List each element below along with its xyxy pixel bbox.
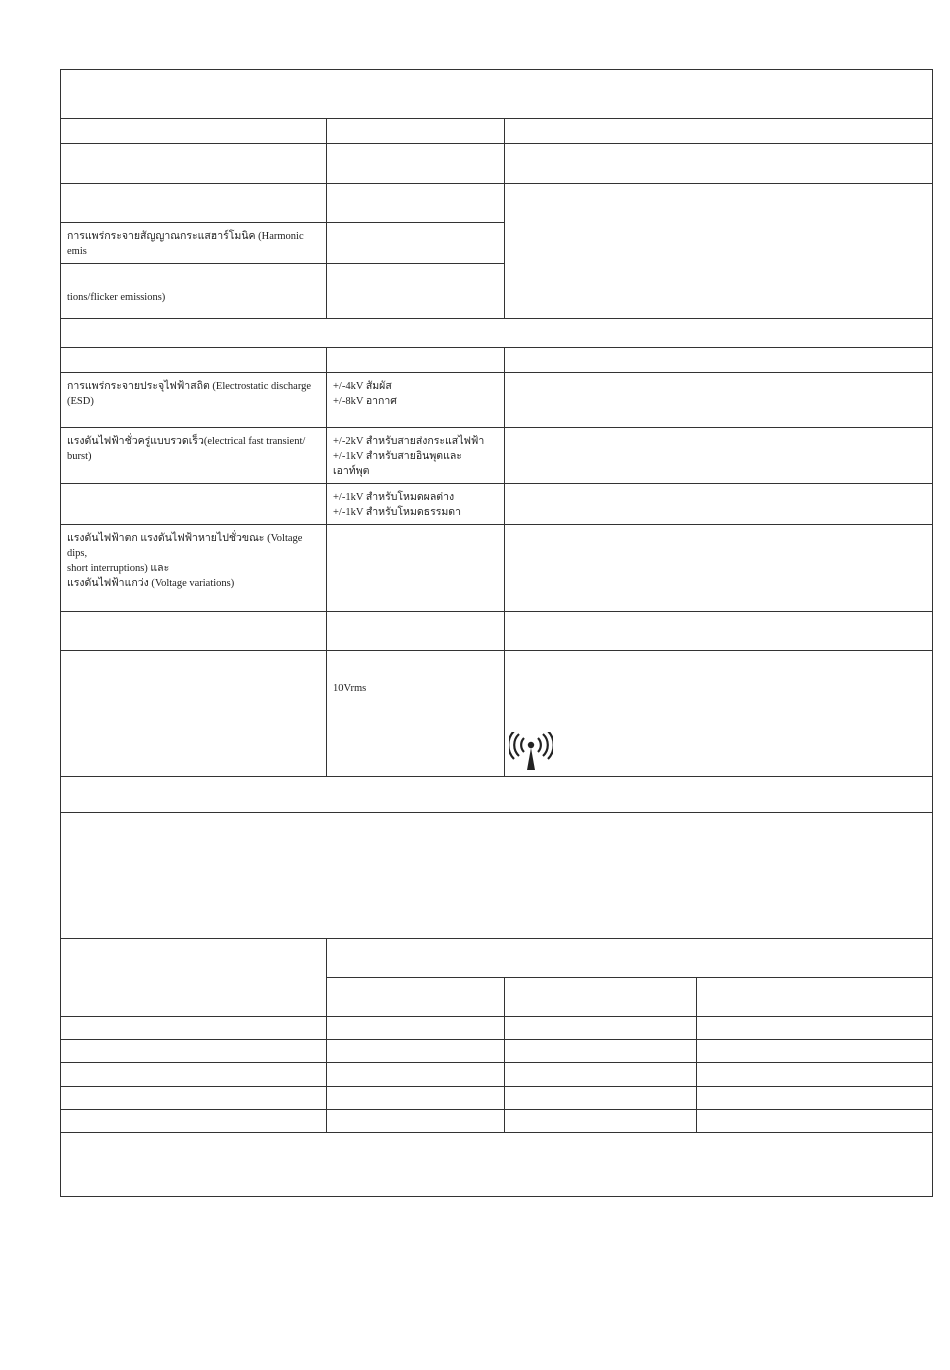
table-cell <box>505 1017 697 1040</box>
table-cell <box>505 1040 697 1063</box>
eft-label: แรงดันไฟฟ้าชั่วครู่แบบรวดเร็ว(electrical fast transient/ burst) <box>61 428 327 484</box>
table-cell <box>327 1087 505 1110</box>
harmonic-emissions-label: การแพร่กระจายสัญญาณกระแสฮาร์โมนิค (Harmonic emis <box>61 223 327 264</box>
non-ionizing-radiation-icon <box>509 732 553 772</box>
table-cell <box>505 1087 697 1110</box>
voltage-dips-label-line3: แรงดันไฟฟ้าแกว่ง (Voltage variations) <box>67 578 235 589</box>
emc-table <box>60 69 933 1197</box>
rated-power-header <box>61 939 327 1017</box>
voltage-dips-label-line2: short interruptions) และ <box>67 563 170 574</box>
conducted-rf-level-value: 10Vrms <box>333 683 367 694</box>
eft-level-power-lines: +/-2kV สำหรับสายส่งกระแสไฟฟ้า <box>333 436 485 447</box>
table-cell <box>697 1087 933 1110</box>
eft-level-io-lines: +/-1kV สำหรับสายอินพุตและเอาท์พุต <box>333 451 462 477</box>
table-cell <box>697 1110 933 1133</box>
emissions-header-guidance <box>505 119 933 144</box>
harmonic-emissions-compliance <box>327 223 505 264</box>
table-row <box>61 1110 327 1133</box>
immunity-note-row <box>61 777 933 813</box>
table-cell <box>327 1063 505 1087</box>
flicker-emissions-compliance <box>327 264 505 319</box>
rf-emissions-label <box>61 144 327 184</box>
freq-range-2-header <box>505 978 697 1017</box>
surge-level <box>327 484 505 525</box>
emc-table-page <box>60 69 932 1197</box>
rf-emissions-class-compliance <box>327 184 505 223</box>
rf-emissions-compliance <box>327 144 505 184</box>
freq-range-1-header <box>327 978 505 1017</box>
table-row <box>61 1040 327 1063</box>
table-row <box>61 1017 327 1040</box>
table-cell <box>505 1110 697 1133</box>
surge-label <box>61 484 327 525</box>
table-cell <box>327 1040 505 1063</box>
immunity-header-guidance <box>505 348 933 373</box>
eft-guidance <box>505 428 933 484</box>
immunity-header-test <box>61 348 327 373</box>
table-cell <box>697 1063 933 1087</box>
separation-distance-header <box>327 939 933 978</box>
voltage-dips-label-line1: แรงดันไฟฟ้าตก แรงดันไฟฟ้าหายไปชั่วขณะ (Voltage dips, <box>67 533 303 559</box>
immunity-header-level <box>327 348 505 373</box>
voltage-dips-level <box>327 525 505 612</box>
table-cell <box>327 1110 505 1133</box>
esd-level <box>327 373 505 428</box>
conducted-rf-label <box>61 651 327 777</box>
rf-emissions-class-label <box>61 184 327 223</box>
separation-distance-intro <box>61 813 933 939</box>
flicker-emissions-label: tions/flicker emissions) <box>61 264 327 319</box>
surge-guidance <box>505 484 933 525</box>
voltage-dips-label <box>61 525 327 612</box>
table-row <box>61 1063 327 1087</box>
table-footer-note <box>61 1133 933 1197</box>
table-row <box>61 1087 327 1110</box>
eft-level <box>327 428 505 484</box>
table-title-cell <box>61 70 933 119</box>
esd-guidance <box>505 373 933 428</box>
voltage-dips-guidance <box>505 525 933 612</box>
conducted-rf-guidance <box>505 651 933 777</box>
esd-level-air: +/-8kV อากาศ <box>333 396 397 407</box>
table-cell <box>697 1040 933 1063</box>
conducted-rf-level <box>327 651 505 777</box>
emissions-guidance-merged <box>505 184 933 319</box>
immunity-section-title <box>61 319 933 348</box>
freq-range-3-header <box>697 978 933 1017</box>
rf-emissions-guidance <box>505 144 933 184</box>
emissions-header-phenomenon <box>61 119 327 144</box>
emissions-header-compliance <box>327 119 505 144</box>
table-cell <box>697 1017 933 1040</box>
esd-level-contact: +/-4kV สัมผัส <box>333 381 392 392</box>
magnetic-field-label <box>61 612 327 651</box>
surge-level-differential: +/-1kV สำหรับโหมดผลต่าง <box>333 492 455 503</box>
esd-label: การแพร่กระจายประจุไฟฟ้าสถิต (Electrostatic discharge (ESD) <box>61 373 327 428</box>
table-cell <box>505 1063 697 1087</box>
table-cell <box>327 1017 505 1040</box>
surge-level-common: +/-1kV สำหรับโหมดธรรมดา <box>333 507 462 518</box>
magnetic-field-level <box>327 612 505 651</box>
magnetic-field-guidance <box>505 612 933 651</box>
